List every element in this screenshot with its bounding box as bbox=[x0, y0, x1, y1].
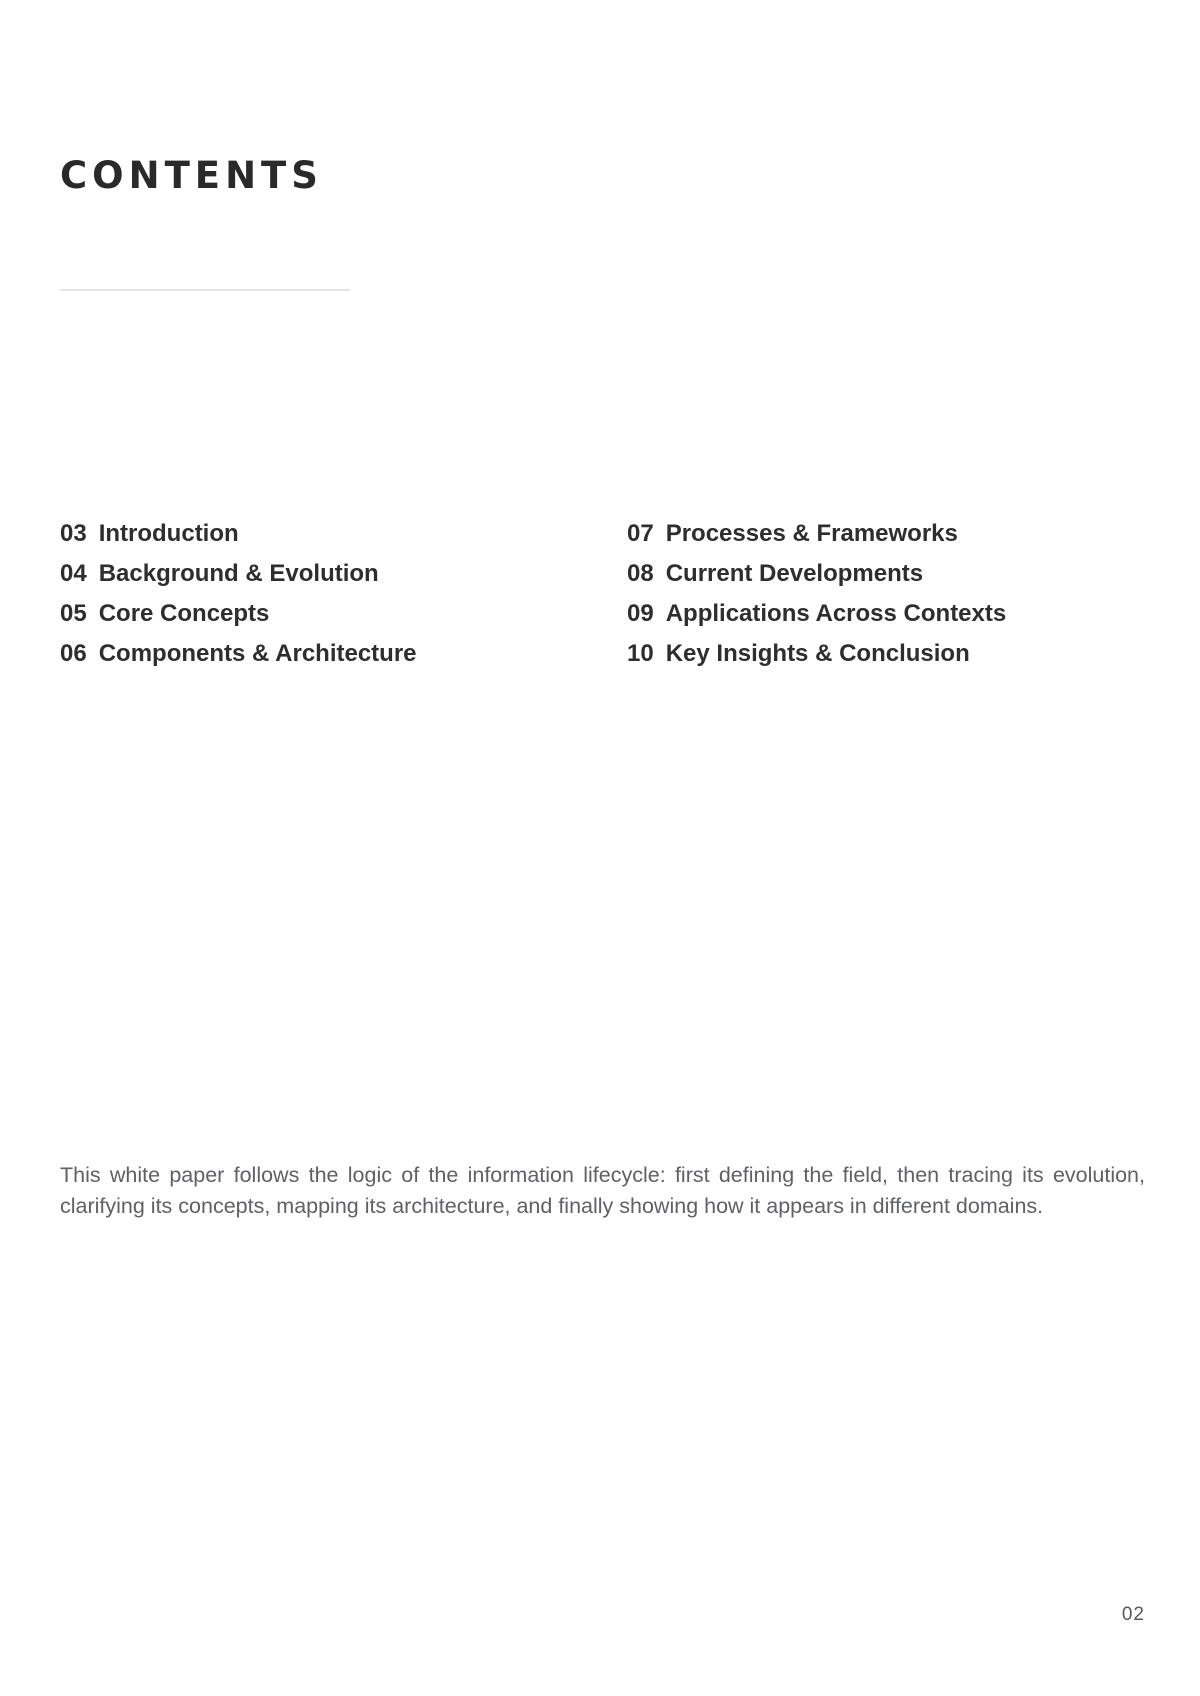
toc-entry-applications-across-contexts[interactable] bbox=[627, 594, 1006, 634]
toc-column-left bbox=[60, 514, 417, 674]
toc-entry-title: Components & Architecture bbox=[98, 640, 417, 667]
toc-entry-title: Introduction bbox=[98, 520, 239, 547]
toc-entry-number: 07 bbox=[627, 520, 654, 547]
toc-entry-number: 08 bbox=[627, 560, 654, 587]
toc-entry-components-architecture[interactable] bbox=[60, 634, 417, 674]
page-number: 02 bbox=[1121, 1604, 1145, 1625]
toc-entry-number: 09 bbox=[627, 600, 654, 627]
toc-entry-introduction[interactable] bbox=[60, 514, 417, 554]
toc-entry-key-insights-conclusion[interactable] bbox=[627, 634, 1006, 674]
intro-paragraph: This white paper follows the logic of the information lifecycle: first defining the field, then tracing its evolution, clarifying its concepts, mapping its architecture, and finally showing how it appears in different domains. bbox=[60, 1163, 1145, 1218]
toc-entry-processes-frameworks[interactable] bbox=[627, 514, 1006, 554]
toc-column-right bbox=[627, 514, 1006, 674]
toc-entry-title: Applications Across Contexts bbox=[665, 600, 1007, 627]
page-title: CONTENTS bbox=[60, 154, 323, 197]
toc-entry-title: Processes & Frameworks bbox=[665, 520, 958, 547]
toc-entry-title: Core Concepts bbox=[98, 600, 270, 627]
toc-entry-number: 04 bbox=[60, 560, 87, 587]
heading-divider bbox=[60, 289, 350, 291]
toc-entry-number: 05 bbox=[60, 600, 87, 627]
toc-entry-current-developments[interactable] bbox=[627, 554, 1006, 594]
toc-entry-number: 03 bbox=[60, 520, 87, 547]
toc-entry-number: 10 bbox=[627, 640, 654, 667]
toc-entry-core-concepts[interactable] bbox=[60, 594, 417, 634]
toc-entry-title: Key Insights & Conclusion bbox=[665, 640, 970, 667]
toc-entry-background-evolution[interactable] bbox=[60, 554, 417, 594]
toc-entry-title: Current Developments bbox=[665, 560, 924, 587]
toc-entry-number: 06 bbox=[60, 640, 87, 667]
toc-entry-title: Background & Evolution bbox=[98, 560, 379, 587]
